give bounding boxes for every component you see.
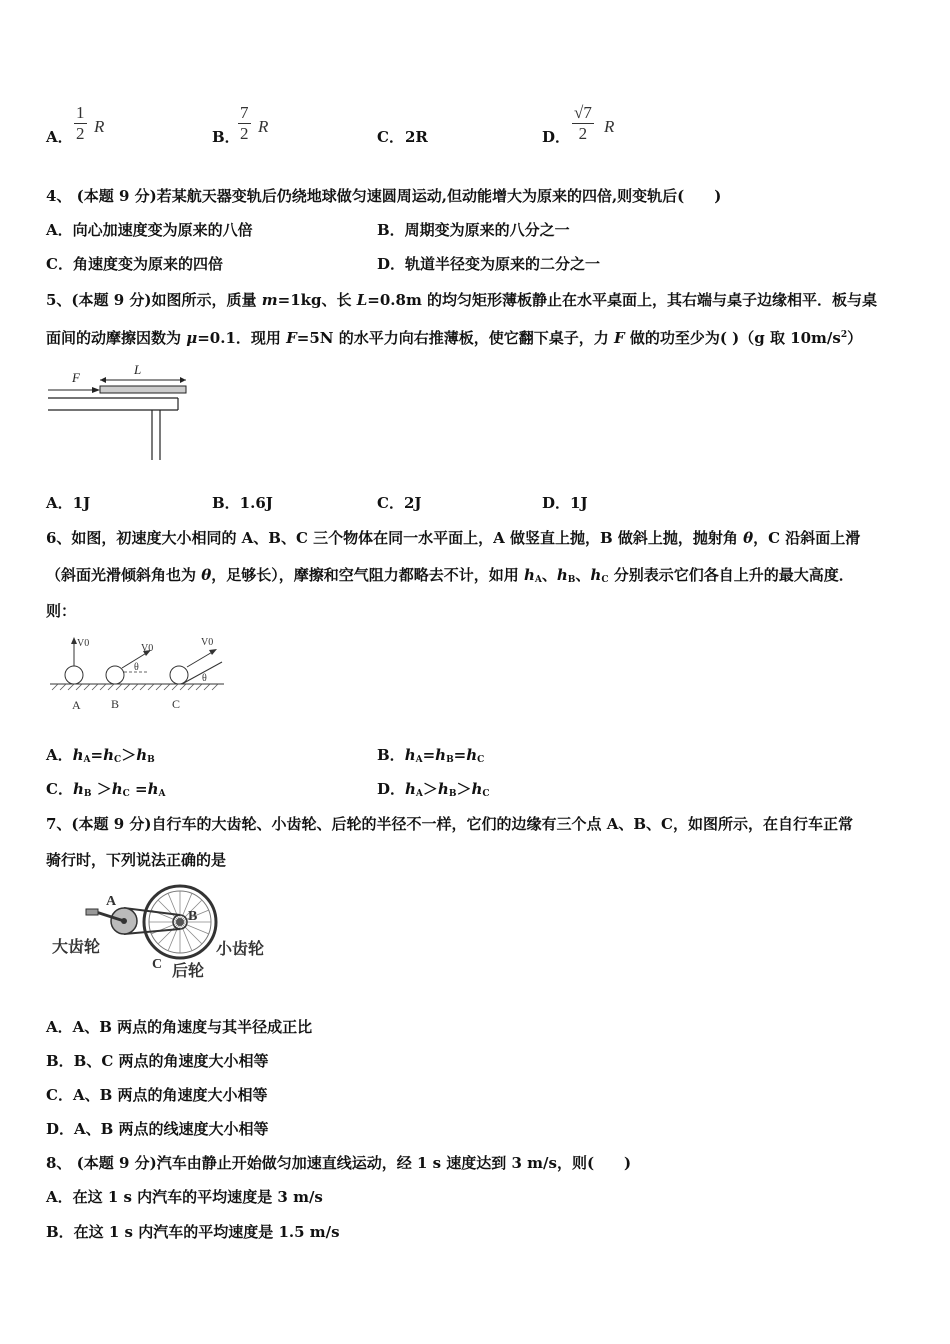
label-point-a: A — [106, 894, 117, 909]
text: =0.1．现用 — [197, 329, 287, 347]
q6-stem-line2 — [46, 565, 854, 590]
text: 做的功至少为( )（g 取 10m/s — [624, 329, 841, 347]
numerator: √7 — [574, 103, 592, 122]
var-h: h — [590, 566, 602, 584]
var-f: F — [286, 329, 297, 347]
text: = — [90, 746, 104, 764]
fraction — [238, 103, 251, 144]
label-small-gear: 小齿轮 — [216, 941, 265, 958]
text: =0.8m 的均匀矩形薄板静止在水平桌面上，其右端与桌子边缘相平．板与桌 — [367, 291, 878, 309]
denominator: 2 — [76, 124, 85, 143]
q4-option-a: A．向心加速度变为原来的八倍 — [46, 221, 253, 239]
pedal — [86, 909, 98, 915]
label-v0: V0 — [201, 637, 214, 648]
text: ，C 沿斜面上滑 — [753, 529, 861, 547]
text: ，足够长），摩擦和空气阻力都略去不计，如用 — [211, 566, 524, 584]
option-letter: D． — [542, 128, 571, 146]
subscript: A — [83, 755, 91, 765]
ball-b — [106, 666, 124, 684]
var-l: L — [356, 291, 368, 309]
ground-hatch — [52, 684, 218, 690]
fraction — [74, 103, 87, 144]
q5-option-d: D．1J — [542, 494, 588, 512]
subscript: B — [147, 755, 155, 765]
subscript: B — [567, 575, 576, 585]
variable: R — [258, 117, 269, 136]
q8-option-a: A．在这 1 s 内汽车的平均速度是 3 m/s — [46, 1188, 323, 1206]
option-letter: B． — [212, 128, 240, 146]
label-f: F — [72, 370, 80, 385]
q4-option-b: B．周期变为原来的八分之一 — [377, 221, 570, 239]
variable: R — [94, 117, 105, 136]
var-h: h — [471, 780, 483, 798]
var-h: h — [437, 780, 449, 798]
label-big-gear: 大齿轮 — [52, 939, 101, 956]
text: ＞ — [422, 780, 438, 798]
force-arrowhead — [92, 387, 100, 393]
q7-option-a: A．A、B 两点的角速度与其半径成正比 — [46, 1018, 313, 1036]
option-letter: C． — [377, 128, 404, 146]
fraction — [572, 103, 594, 144]
variable: R — [604, 117, 615, 136]
option-letter: A． — [46, 746, 73, 764]
label-l: L — [134, 362, 142, 377]
option-letter: D． — [377, 780, 406, 798]
subscript: B — [448, 789, 457, 799]
q5-stem-line2 — [46, 325, 862, 348]
q7-stem-line1: 7、(本题 9 分)自行车的大齿轮、小齿轮、后轮的半径不一样，它们的边缘有三个点 A、B、C，如图所示，在自行车正常 — [46, 815, 853, 833]
label-b: B — [111, 697, 120, 711]
var-theta: θ — [201, 566, 212, 584]
q5-option-b: B．1.6J — [212, 494, 273, 512]
rear-hub — [176, 918, 184, 926]
numerator: 1 — [76, 103, 85, 122]
text: = — [129, 780, 148, 798]
text: ＞ — [91, 780, 112, 798]
var-m: m — [261, 291, 278, 309]
var-h: h — [147, 780, 159, 798]
q7-stem-line2: 骑行时，下列说法正确的是 — [46, 851, 227, 869]
label-a: A — [72, 698, 81, 712]
option-letter: B． — [377, 746, 405, 764]
text: 、 — [541, 566, 557, 584]
q5-stem-line1 — [46, 290, 877, 310]
q6-option-a — [46, 745, 155, 770]
denominator: 2 — [240, 124, 249, 143]
var-h: h — [103, 746, 115, 764]
subscript: A — [534, 575, 542, 585]
text: ） — [847, 329, 863, 347]
q6-option-b — [377, 745, 484, 770]
board — [100, 386, 186, 393]
text: = — [422, 746, 436, 764]
q4-stem: 4、 (本题 9 分)若某航天器变轨后仍绕地球做匀速圆周运动,但动能增大为原来的四倍,则变轨后( ) — [46, 187, 722, 205]
label-point-c: C — [152, 957, 163, 972]
text: =5N 的水平力向右推薄板，使它翻下桌子，力 — [296, 329, 614, 347]
text: 、 — [575, 566, 591, 584]
ball-a — [65, 666, 83, 684]
subscript: A — [158, 789, 166, 799]
label-v0: V0 — [141, 643, 154, 654]
var-h: h — [72, 746, 84, 764]
numerator: 7 — [240, 103, 249, 122]
text: ＞ — [456, 780, 472, 798]
var-h: h — [523, 566, 535, 584]
var-mu: μ — [186, 329, 198, 347]
text: 6、如图，初速度大小相同的 A、B、C 三个物体在同一水平面上，A 做竖直上抛，B 做斜上抛，抛射角 — [46, 529, 744, 547]
q6-option-d — [377, 779, 490, 804]
q5-figure — [44, 360, 194, 464]
var-f: F — [613, 329, 625, 347]
q4-option-d: D．轨道半径变为原来的二分之一 — [377, 255, 601, 273]
q8-stem: 8、 (本题 9 分)汽车由静止开始做匀加速直线运动，经 1 s 速度达到 3 m/s，则( ) — [46, 1154, 632, 1172]
q7-option-c: C．A、B 两点的角速度大小相等 — [46, 1086, 268, 1104]
subscript: B — [446, 755, 454, 765]
label-theta: θ — [202, 673, 207, 684]
var-h: h — [72, 780, 84, 798]
var-h: h — [466, 746, 478, 764]
subscript: C — [477, 755, 485, 765]
label-point-b: B — [188, 909, 198, 924]
var-h: h — [405, 780, 416, 798]
var-h: h — [556, 566, 568, 584]
var-h: h — [435, 746, 447, 764]
option-letter: C． — [46, 780, 73, 798]
var-h: h — [136, 746, 148, 764]
label-theta: θ — [134, 662, 139, 673]
subscript: C — [601, 575, 609, 585]
superscript: 2 — [840, 330, 848, 340]
q4-option-c: C．角速度变为原来的四倍 — [46, 255, 223, 273]
text: ＞ — [121, 746, 137, 764]
text: 面间的动摩擦因数为 — [46, 329, 187, 347]
q6-option-c — [46, 779, 165, 804]
q6-stem-line3: 则： — [46, 602, 77, 620]
q7-bicycle-figure — [48, 882, 278, 984]
text: =1kg、长 — [277, 291, 357, 309]
q8-option-b: B．在这 1 s 内汽车的平均速度是 1.5 m/s — [46, 1223, 340, 1241]
option-value: 2R — [405, 128, 428, 146]
text: 5、(本题 9 分)如图所示，质量 — [46, 291, 262, 309]
subscript: A — [415, 789, 423, 799]
denominator: 2 — [578, 124, 588, 143]
arrowhead — [209, 649, 217, 655]
label-c: C — [172, 697, 181, 711]
subscript: C — [122, 789, 130, 799]
var-h: h — [111, 780, 123, 798]
subscript: C — [482, 789, 490, 799]
ball-c — [170, 666, 188, 684]
q5-option-a: A．1J — [46, 494, 91, 512]
dimension-arrow-right — [180, 377, 186, 383]
text: 分别表示它们各自上升的最大高度． — [608, 566, 854, 584]
var-theta: θ — [743, 529, 754, 547]
q6-stem-line1 — [46, 528, 860, 548]
dimension-arrow-left — [100, 377, 106, 383]
label-v0: V0 — [77, 638, 90, 649]
q7-option-d: D．A、B 两点的线速度大小相等 — [46, 1120, 269, 1138]
label-rear-wheel: 后轮 — [172, 963, 205, 980]
q7-option-b: B．B、C 两点的角速度大小相等 — [46, 1052, 269, 1070]
subscript: C — [114, 755, 122, 765]
subscript: A — [415, 755, 423, 765]
velocity-arrow-c — [187, 651, 214, 667]
q6-figure — [44, 632, 228, 714]
subscript: B — [83, 789, 92, 799]
text: （斜面光滑倾斜角也为 — [46, 566, 202, 584]
q5-option-c: C．2J — [377, 494, 422, 512]
option-letter: A． — [46, 128, 73, 146]
var-h: h — [404, 746, 416, 764]
text: = — [453, 746, 467, 764]
